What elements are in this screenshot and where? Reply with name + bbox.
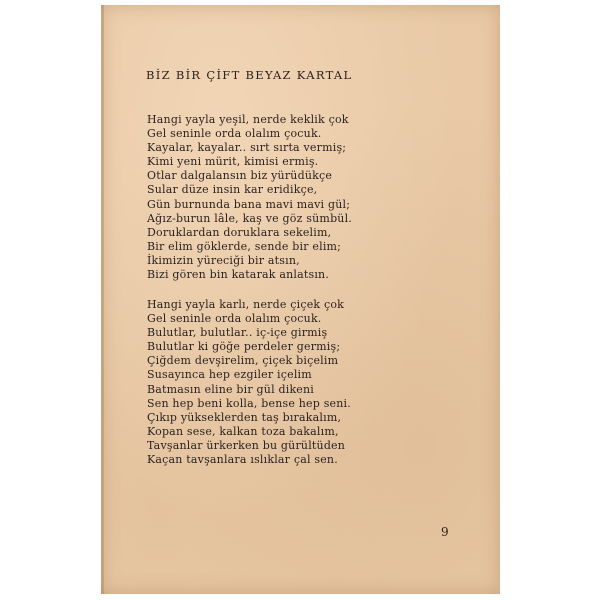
page-number: 9 (441, 525, 449, 539)
stanza-2 (147, 298, 351, 467)
poem-line: Batmasın eline bir gül dikeni (147, 382, 315, 396)
poem-line: Otlar dalgalansın biz yürüdükçe (147, 169, 333, 183)
poem-line: Çıkıp yükseklerden taş bırakalım, (147, 410, 342, 424)
poem-line: Hangi yayla yeşil, nerde keklik çok (147, 113, 349, 126)
stanza-1 (147, 113, 352, 282)
poem-line: Kayalar, kayalar.. sırt sırta vermiş; (147, 141, 347, 155)
poem-line: Gel seninle orda olalım çocuk. (147, 312, 322, 326)
poem-line: Ağız-burun lâle, kaş ve göz sümbül. (147, 211, 353, 225)
poem-line: Bulutlar ki göğe perdeler germiş; (147, 340, 341, 354)
poem-line: Hangi yayla karlı, nerde çiçek çok (147, 298, 345, 311)
page-edge-shadow (101, 5, 104, 594)
poem-line: Bir elim göklerde, sende bir elim; (147, 239, 342, 253)
poem-line: Kimi yeni mürit, kimisi ermiş. (147, 155, 319, 169)
poem-line: Çiğdem devşirelim, çiçek biçelim (147, 354, 339, 368)
poem-line: Susayınca hep ezgiler içelim (147, 368, 312, 382)
poem-line: Bizi gören bin katarak anlatsın. (147, 268, 330, 282)
poem-line: Gün burnunda bana mavi mavi gül; (147, 197, 351, 211)
poem-line: Sen hep beni kolla, bense hep seni. (147, 396, 351, 410)
poem-line: Doruklardan doruklara sekelim, (147, 225, 332, 239)
poem-line: Bulutlar, bulutlar.. iç-içe girmiş (147, 326, 328, 340)
poem-line: Tavşanlar ürkerken bu gürültüden (147, 438, 346, 452)
poem-line: Gel seninle orda olalım çocuk. (147, 127, 322, 141)
book-page (101, 5, 500, 594)
poem-title: BİZ BİR ÇİFT BEYAZ KARTAL (146, 68, 353, 82)
poem-line: Kaçan tavşanlara ıslıklar çal sen. (147, 453, 338, 467)
poem-line: İkimizin yüreciği bir atsın, (147, 253, 300, 267)
poem-line: Sular düze insin kar eridikçe, (147, 183, 318, 197)
poem-line: Kopan sese, kalkan toza bakalım, (147, 424, 339, 438)
